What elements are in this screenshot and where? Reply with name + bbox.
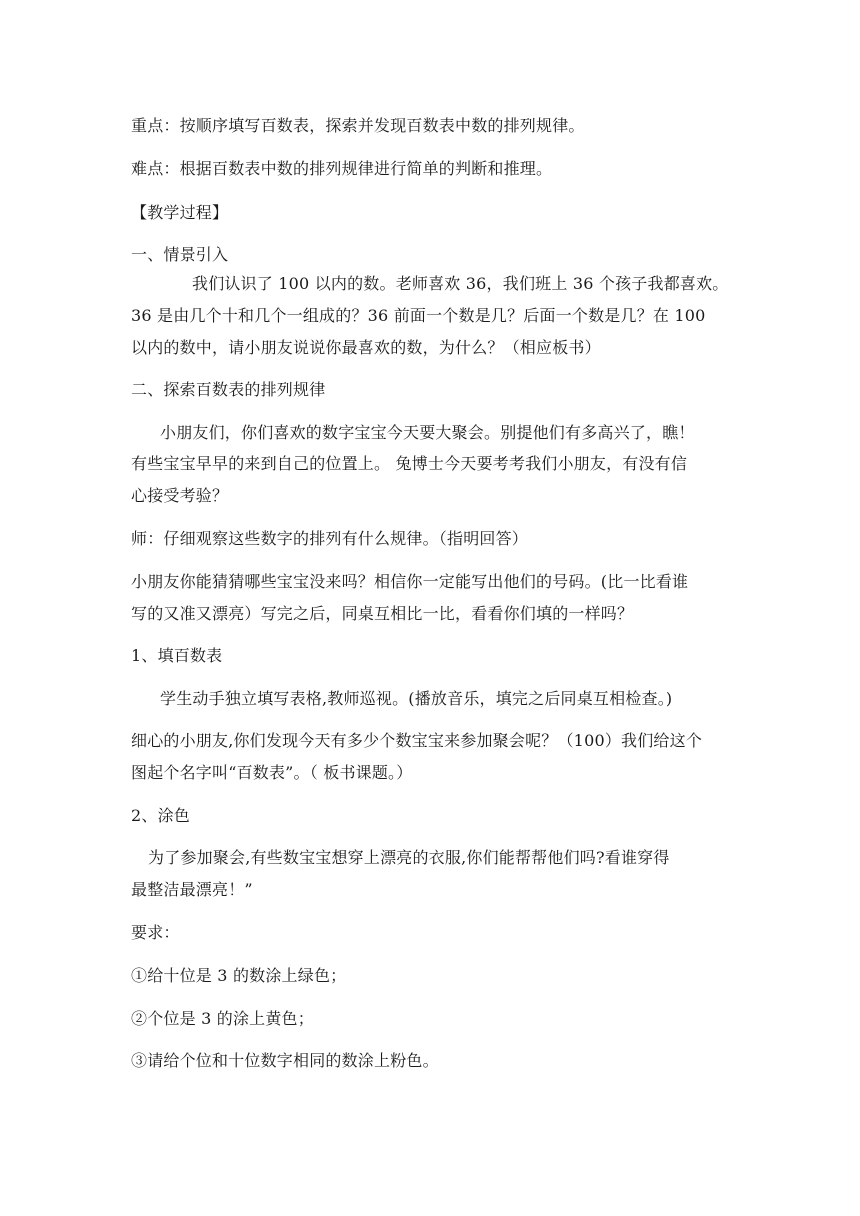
section2-heading: 二、探索百数表的排列规律 (131, 380, 326, 399)
section2-paragraph-line1: 小朋友们，你们喜欢的数字宝宝今天要大聚会。别提他们有多高兴了，瞧！ (160, 423, 695, 442)
difficulty-text: 难点：根据百数表中数的排列规律进行简单的判断和推理。 (131, 159, 553, 178)
section1-paragraph-line1: 我们认识了 100 以内的数。老师喜欢 36，我们班上 36 个孩子我都喜欢。 (192, 274, 729, 293)
requirement-1: ①给十位是 3 的数涂上绿色； (131, 966, 347, 985)
section1-paragraph-line2: 36 是由几个十和几个一组成的？36 前面一个数是几？后面一个数是几？在 100 (131, 306, 706, 325)
step1-paragraph2-line2: 图起个名字叫“百数表”。（ 板书课题。） (131, 763, 413, 782)
key-point-text: 重点：按顺序填写百数表，探索并发现百数表中数的排列规律。 (131, 116, 585, 135)
section2-paragraph-line2: 有些宝宝早早的来到自己的位置上。 兔博士今天要考考我们小朋友，有没有信 (131, 454, 688, 473)
teacher-line: 师：仔细观察这些数字的排列有什么规律。（指明回答） (131, 529, 529, 548)
process-heading: 【教学过程】 (131, 203, 229, 222)
section2-paragraph-line3: 心接受考验？ (131, 486, 229, 505)
guess-line2: 写的又准又漂亮）写完之后，同桌互相比一比，看看你们填的一样吗？ (131, 604, 634, 623)
step1-heading: 1、填百数表 (131, 646, 223, 665)
step1-paragraph1: 学生动手独立填写表格,教师巡视。(播放音乐，填完之后同桌互相检查。) (160, 689, 673, 708)
section1-heading: 一、情景引入 (131, 245, 229, 264)
section1-paragraph-line3: 以内的数中，请小朋友说说你最喜欢的数，为什么？（相应板书） (131, 338, 601, 357)
requirements-heading: 要求： (131, 923, 180, 942)
requirement-3: ③请给个位和十位数字相同的数涂上粉色。 (131, 1051, 439, 1070)
guess-line1: 小朋友你能猜猜哪些宝宝没来吗？相信你一定能写出他们的号码。(比一比看谁 (131, 572, 689, 591)
step2-paragraph-line2: 最整洁最漂亮！” (131, 880, 253, 899)
requirement-2: ②个位是 3 的涂上黄色； (131, 1009, 314, 1028)
step1-paragraph2-line1: 细心的小朋友,你们发现今天有多少个数宝宝来参加聚会呢？（100）我们给这个 (131, 731, 703, 750)
step2-paragraph-line1: 为了参加聚会,有些数宝宝想穿上漂亮的衣服,你们能帮帮他们吗?看谁穿得 (148, 848, 670, 867)
step2-heading: 2、涂色 (131, 806, 190, 825)
